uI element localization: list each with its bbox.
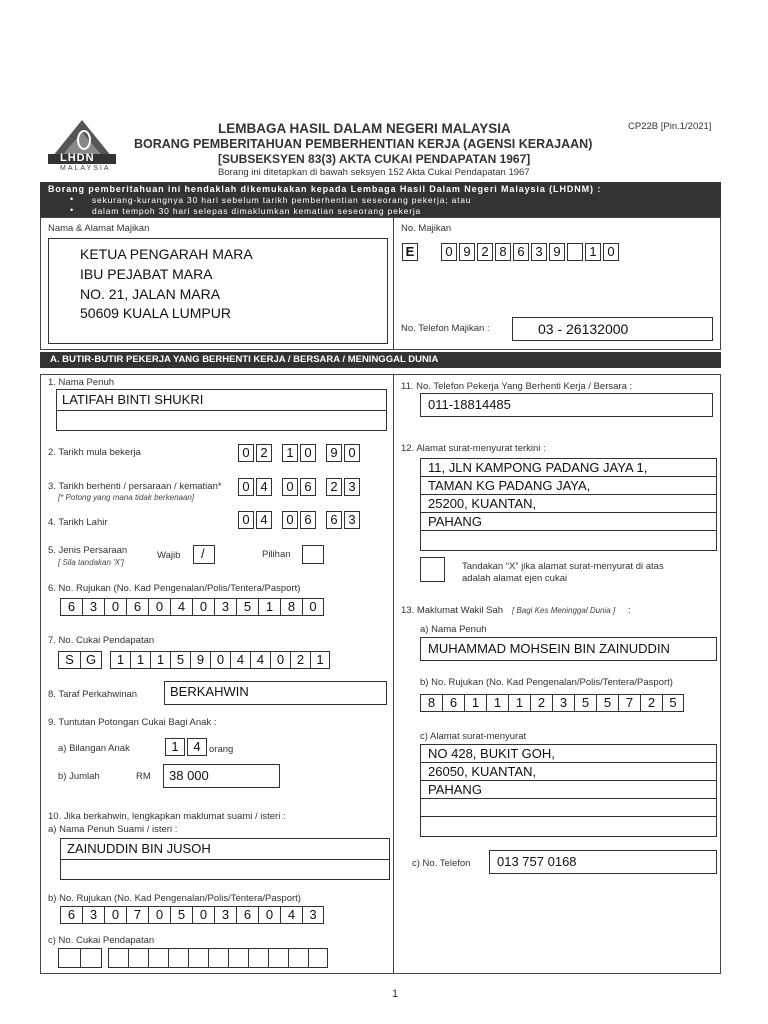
digit-cell[interactable]: [308, 948, 328, 968]
notice-bullet-1: sekurang-kurangnya 30 hari sebelum tarikh pemberhentian seseorang pekerja; atau: [92, 195, 472, 205]
employer-address-line: KETUA PENGARAH MARA: [80, 246, 253, 262]
digit-cell[interactable]: 7: [618, 694, 640, 712]
digit-cell[interactable]: 2: [326, 478, 342, 496]
digit-cell[interactable]: 3: [552, 694, 574, 712]
digit-cell[interactable]: 6: [513, 243, 529, 261]
digit-cell[interactable]: 3: [82, 906, 104, 924]
digit-cell[interactable]: 0: [270, 651, 290, 669]
digit-cell[interactable]: 9: [190, 651, 210, 669]
tax-prefix-field[interactable]: [58, 651, 102, 669]
digit-cell[interactable]: 0: [302, 598, 324, 616]
field-11-label: 11. No. Telefon Pekerja Yang Berhenti Kerja / Bersara :: [401, 381, 633, 392]
spouse-name-field-line2[interactable]: [60, 859, 390, 880]
field-13c-label: c) Alamat surat-menyurat: [420, 731, 527, 742]
field-10c-label: c) No. Cukai Pendapatan: [48, 935, 155, 946]
digit-cell[interactable]: 1: [585, 243, 601, 261]
digit-cell[interactable]: 1: [130, 651, 150, 669]
digit-cell[interactable]: 3: [214, 906, 236, 924]
digit-cell[interactable]: 5: [170, 651, 190, 669]
spouse-id-field[interactable]: [60, 906, 324, 924]
full-name-field-line2[interactable]: [56, 410, 387, 431]
field-10b-label: b) No. Rujukan (No. Kad Pengenalan/Polis/Tentera/Pasport): [48, 893, 301, 904]
digit-cell[interactable]: 0: [192, 906, 214, 924]
digit-cell[interactable]: [108, 948, 128, 968]
digit-cell[interactable]: 0: [300, 444, 316, 462]
section-a-header: [40, 352, 721, 368]
field-3-label: 3. Tarikh berhenti / persaraan / kematian*: [48, 481, 222, 492]
end-date-field[interactable]: [238, 478, 362, 496]
field-13-note: [ Bagi Kes Meninggal Dunia ]: [512, 606, 616, 615]
digit-cell[interactable]: [248, 948, 268, 968]
retirement-wajib-mark: /: [201, 546, 205, 561]
page-number: 1: [392, 988, 399, 1000]
digit-cell[interactable]: 0: [282, 511, 298, 529]
field-12-label: 12. Alamat surat-menyurat terkini :: [401, 443, 546, 454]
digit-cell[interactable]: 1: [486, 694, 508, 712]
digit-cell[interactable]: [288, 948, 308, 968]
employer-address-line: NO. 21, JALAN MARA: [80, 286, 221, 302]
field-7-label: 7. No. Cukai Pendapatan: [48, 635, 155, 646]
digit-cell[interactable]: [128, 948, 148, 968]
digit-cell[interactable]: 0: [238, 478, 254, 496]
digit-cell[interactable]: 0: [210, 651, 230, 669]
digit-cell[interactable]: [268, 948, 288, 968]
digit-cell[interactable]: 3: [214, 598, 236, 616]
section-a-title: A. BUTIR-BUTIR PEKERJA YANG BERHENTI KERJA / BERSARA / MENINGGAL DUNIA: [50, 354, 439, 365]
employer-no-label: No. Majikan: [401, 223, 452, 234]
digit-cell[interactable]: 0: [238, 444, 254, 462]
amount-value: 38 000: [169, 768, 209, 783]
digit-cell[interactable]: [58, 948, 80, 968]
digit-cell[interactable]: 4: [230, 651, 250, 669]
digit-cell[interactable]: 8: [495, 243, 511, 261]
retirement-pilihan-checkbox[interactable]: [302, 545, 324, 564]
field-9a-label: a) Bilangan Anak: [58, 743, 130, 754]
digit-cell[interactable]: 5: [596, 694, 618, 712]
employee-address-line: 25200, KUANTAN,: [428, 496, 537, 511]
currency-label: RM: [136, 771, 151, 782]
digit-cell[interactable]: [228, 948, 248, 968]
employee-phone-value: 011-18814485: [428, 397, 511, 412]
digit-cell[interactable]: 8: [420, 694, 442, 712]
field-6-label: 6. No. Rujukan (No. Kad Pengenalan/Polis/Tentera/Pasport): [48, 583, 301, 594]
digit-cell[interactable]: 2: [290, 651, 310, 669]
digit-cell[interactable]: 4: [256, 478, 272, 496]
notice-line: Borang pemberitahuan ini hendaklah dikemukakan kepada Lembaga Hasil Dalam Negeri Malaysia (LHDNM) :: [48, 184, 602, 194]
start-date-field[interactable]: [238, 444, 362, 462]
digit-cell[interactable]: [80, 948, 102, 968]
digit-cell[interactable]: 1: [110, 651, 130, 669]
digit-cell[interactable]: 4: [250, 651, 270, 669]
digit-cell[interactable]: 3: [344, 511, 360, 529]
field-13d-label: c) No. Telefon: [412, 858, 471, 869]
retirement-pilihan-label: Pilihan: [262, 549, 291, 560]
digit-cell[interactable]: 2: [640, 694, 662, 712]
digit-cell[interactable]: 6: [60, 598, 82, 616]
field-5-label: 5. Jenis Persaraan: [48, 545, 128, 556]
digit-cell[interactable]: 6: [236, 906, 258, 924]
digit-cell[interactable]: 6: [126, 598, 148, 616]
digit-cell[interactable]: S: [58, 651, 80, 669]
digit-cell[interactable]: 5: [236, 598, 258, 616]
employee-address-line: TAMAN KG PADANG JAYA,: [428, 478, 591, 493]
representative-address-line-field[interactable]: [420, 816, 717, 837]
section-a-divider: [393, 374, 394, 974]
digit-cell[interactable]: 6: [442, 694, 464, 712]
digit-cell[interactable]: 0: [282, 478, 298, 496]
form-legal-note: Borang ini ditetapkan di bawah seksyen 152 Akta Cukai Pendapatan 1967: [218, 167, 530, 178]
field-10-label: 10. Jika berkahwin, lengkapkan maklumat suami / isteri :: [48, 811, 286, 822]
field-8-label: 8. Taraf Perkahwinan: [48, 689, 138, 700]
notice-bullet-icon: •: [70, 194, 74, 204]
representative-name-value: MUHAMMAD MOHSEIN BIN ZAINUDDIN: [428, 641, 670, 656]
digit-cell[interactable]: 2: [530, 694, 552, 712]
field-13-colon: :: [628, 605, 631, 616]
digit-cell[interactable]: 1: [464, 694, 486, 712]
employer-prefix-cell: E: [402, 243, 418, 261]
digit-cell[interactable]: 0: [148, 906, 170, 924]
id-number-field[interactable]: [60, 598, 324, 616]
form-code: CP22B [Pin.1/2021]: [628, 121, 712, 132]
digit-cell[interactable]: 3: [344, 478, 360, 496]
digit-cell[interactable]: 3: [531, 243, 547, 261]
tax-agent-note: Tandakan “X” jika alamat surat-menyurat di atas: [462, 561, 664, 572]
field-13a-label: a) Nama Penuh: [420, 624, 487, 635]
lhdn-logo: [46, 118, 118, 178]
digit-cell[interactable]: 7: [126, 906, 148, 924]
field-3-note: [* Potong yang mana tidak berkenaan]: [58, 493, 195, 502]
digit-cell[interactable]: 0: [192, 598, 214, 616]
digit-cell[interactable]: 4: [280, 906, 302, 924]
field-9b-label: b) Jumlah: [58, 771, 100, 782]
employee-address-line: PAHANG: [428, 514, 482, 529]
representative-address-line: NO 428, BUKIT GOH,: [428, 746, 555, 761]
field-4-label: 4. Tarikh Lahir: [48, 517, 108, 528]
children-unit: orang: [209, 744, 234, 755]
digit-cell[interactable]: 2: [477, 243, 493, 261]
tax-agent-note: adalah alamat ejen cukai: [462, 573, 568, 584]
field-2-label: 2. Tarikh mula bekerja: [48, 447, 141, 458]
digit-cell[interactable]: 6: [300, 511, 316, 529]
field-9-label: 9. Tuntutan Potongan Cukai Bagi Anak :: [48, 717, 217, 728]
digit-cell[interactable]: 4: [187, 738, 207, 756]
digit-cell[interactable]: 1: [310, 651, 330, 669]
digit-cell[interactable]: 6: [326, 511, 342, 529]
digit-cell[interactable]: 0: [603, 243, 619, 261]
children-count-field[interactable]: [165, 738, 209, 756]
spouse-tax-number-field[interactable]: [108, 948, 328, 968]
notice-bullet-2: dalam tempoh 30 hari selepas dimaklumkan kematian seseorang pekerja: [92, 206, 422, 216]
digit-cell[interactable]: 0: [344, 444, 360, 462]
representative-address-line-field[interactable]: [420, 798, 717, 817]
retirement-wajib-label: Wajib: [157, 550, 181, 561]
digit-cell[interactable]: 0: [258, 906, 280, 924]
digit-cell[interactable]: [567, 243, 583, 261]
full-name-value: LATIFAH BINTI SHUKRI: [62, 392, 204, 407]
digit-cell[interactable]: [168, 948, 188, 968]
digit-cell[interactable]: 5: [170, 906, 192, 924]
employee-address-line-field[interactable]: [420, 530, 717, 551]
birth-date-field[interactable]: [238, 511, 362, 529]
tax-number-field[interactable]: [110, 651, 330, 669]
digit-cell[interactable]: 6: [60, 906, 82, 924]
employer-name-label: Nama & Alamat Majikan: [48, 223, 150, 234]
digit-cell[interactable]: 3: [82, 598, 104, 616]
digit-cell[interactable]: 1: [150, 651, 170, 669]
employee-address-line: 11, JLN KAMPONG PADANG JAYA 1,: [428, 460, 648, 475]
employer-divider: [393, 217, 394, 350]
notice-bullet-icon: •: [70, 205, 74, 215]
tax-agent-checkbox[interactable]: [420, 557, 445, 582]
field-10a-label: a) Nama Penuh Suami / isteri :: [48, 824, 178, 835]
digit-cell[interactable]: 8: [280, 598, 302, 616]
digit-cell[interactable]: 1: [282, 444, 298, 462]
field-13b-label: b) No. Rujukan (No. Kad Pengenalan/Polis/Tentera/Pasport): [420, 677, 673, 688]
digit-cell[interactable]: 6: [300, 478, 316, 496]
digit-cell[interactable]: 3: [302, 906, 324, 924]
digit-cell[interactable]: 1: [508, 694, 530, 712]
digit-cell[interactable]: [148, 948, 168, 968]
field-13-label: 13. Maklumat Wakil Sah: [401, 605, 504, 616]
digit-cell[interactable]: 0: [104, 598, 126, 616]
employer-number-field[interactable]: [441, 243, 621, 261]
digit-cell[interactable]: 2: [256, 444, 272, 462]
employer-address-line: IBU PEJABAT MARA: [80, 266, 213, 282]
digit-cell[interactable]: G: [80, 651, 102, 669]
digit-cell[interactable]: 5: [662, 694, 684, 712]
representative-phone-value: 013 757 0168: [497, 854, 577, 869]
representative-address-line: PAHANG: [428, 782, 482, 797]
digit-cell[interactable]: 1: [165, 738, 185, 756]
digit-cell[interactable]: 5: [574, 694, 596, 712]
field-1-label: 1. Nama Penuh: [48, 377, 115, 388]
marital-status-value: BERKAHWIN: [170, 684, 249, 699]
logo-subtext: MALAYSIA: [60, 165, 111, 172]
digit-cell[interactable]: 4: [256, 511, 272, 529]
spouse-name-value: ZAINUDDIN BIN JUSOH: [67, 841, 211, 856]
employer-prefix: [402, 243, 420, 261]
digit-cell[interactable]: 1: [258, 598, 280, 616]
digit-cell[interactable]: 0: [148, 598, 170, 616]
form-title: LEMBAGA HASIL DALAM NEGERI MALAYSIA: [218, 121, 511, 136]
representative-address-line: 26050, KUANTAN,: [428, 764, 537, 779]
digit-cell[interactable]: 0: [238, 511, 254, 529]
employer-phone-label: No. Telefon Majikan :: [401, 323, 490, 334]
employer-phone-value: 03 - 26132000: [538, 321, 629, 337]
logo-text: LHDN: [60, 152, 95, 164]
digit-cell[interactable]: [208, 948, 228, 968]
form-subsection: [SUBSEKSYEN 83(3) AKTA CUKAI PENDAPATAN 1967]: [218, 152, 531, 166]
field-5-note: [ Sila tandakan 'X']: [58, 558, 124, 567]
spouse-tax-prefix-field[interactable]: [58, 948, 102, 968]
digit-cell[interactable]: 4: [170, 598, 192, 616]
digit-cell[interactable]: 9: [459, 243, 475, 261]
notice-banner: [40, 182, 721, 217]
representative-id-field[interactable]: [420, 694, 684, 712]
digit-cell[interactable]: 9: [326, 444, 342, 462]
employer-address-line: 50609 KUALA LUMPUR: [80, 305, 231, 321]
form-subtitle: BORANG PEMBERITAHUAN PEMBERHENTIAN KERJA (AGENSI KERAJAAN): [134, 137, 593, 151]
digit-cell[interactable]: 0: [441, 243, 457, 261]
digit-cell[interactable]: 9: [549, 243, 565, 261]
digit-cell[interactable]: [188, 948, 208, 968]
digit-cell[interactable]: 0: [104, 906, 126, 924]
